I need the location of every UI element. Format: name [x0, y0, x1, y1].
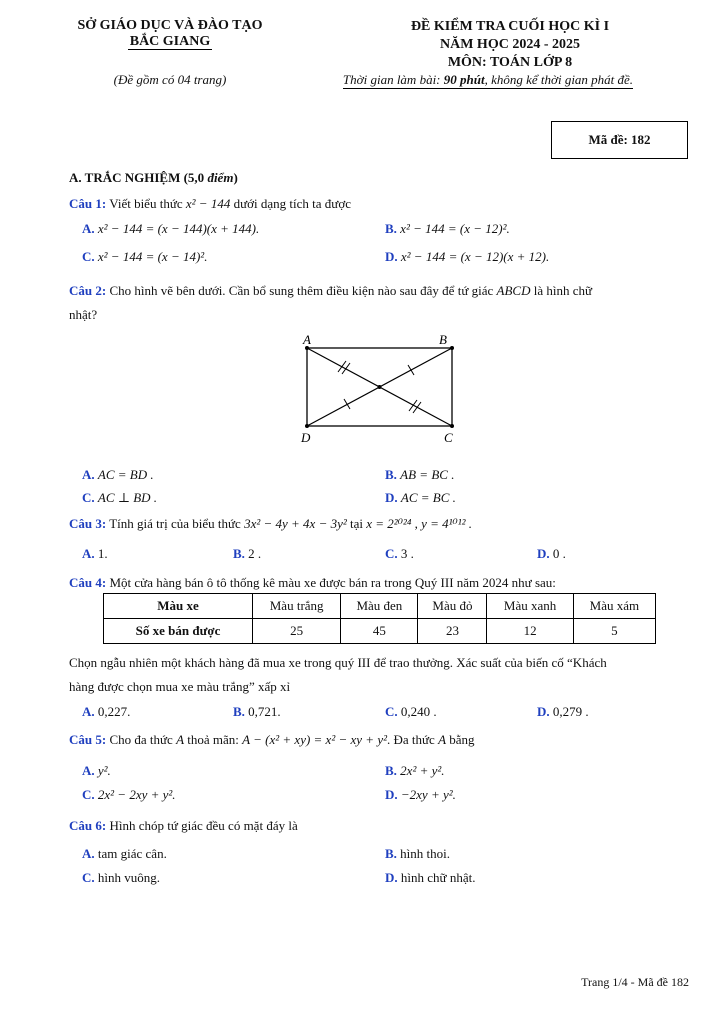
q4-option-c-key: C. [385, 704, 398, 719]
q6-option-c[interactable] [82, 870, 160, 886]
q1-option-c-text: x² − 144 = (x − 14)². [97, 249, 208, 264]
q1-option-a-text: x² − 144 = (x − 144)(x + 144). [97, 221, 260, 236]
pages-note: (Đề gồm có 04 trang) [113, 72, 227, 87]
question-2-text: Cho hình vẽ bên dưới. Cần bổ sung thêm điều kiện nào sau đây để tứ giác [106, 283, 497, 298]
table-row [104, 619, 656, 644]
q2-option-b-key: B. [385, 467, 397, 482]
table-cell: Màu đỏ [418, 594, 487, 619]
label-d: D [301, 430, 311, 445]
center-point [378, 385, 382, 389]
q5-option-a-text: y². [97, 763, 111, 778]
section-a-title-text: A. TRẮC NGHIỆM (5,0 [69, 170, 208, 185]
q5-option-b[interactable] [385, 763, 445, 779]
q1-option-a[interactable] [82, 221, 259, 237]
q5-option-b-text: 2x² + y². [400, 763, 445, 778]
q1-option-b[interactable] [385, 221, 510, 237]
q4-option-b-text: 0,721. [248, 704, 281, 719]
question-4-label: Câu 4: [69, 575, 107, 590]
table-row [104, 594, 656, 619]
table-cell: 23 [418, 619, 487, 644]
q6-option-c-key: C. [82, 870, 95, 885]
q1-option-d-text: x² − 144 = (x − 12)(x + 12). [400, 249, 550, 264]
q4-option-b[interactable] [233, 704, 281, 720]
q5-option-c[interactable] [82, 787, 176, 803]
q4-option-d-key: D. [537, 704, 550, 719]
page-footer: Trang 1/4 - Mã đề 182 [581, 975, 689, 989]
q5-option-d[interactable] [385, 787, 456, 803]
q6-option-a-key: A. [82, 846, 95, 861]
question-5-label: Câu 5: [69, 732, 107, 747]
question-4-line-2: Chọn ngẫu nhiên một khách hàng đã mua xe trong quý III để trao thưởng. Xác suất của biến cố “Khách [69, 655, 607, 670]
exam-code: Mã đề: 182 [588, 132, 651, 147]
exam-header [330, 18, 690, 72]
question-4-line-3: hàng được chọn mua xe màu trắng” xấp xỉ [69, 679, 291, 694]
q6-option-d-text: hình chữ nhật. [400, 870, 476, 885]
q6-option-b-text: hình thoi. [400, 846, 451, 861]
time-suffix: , không kể thời gian phát đề. [484, 72, 634, 87]
label-c: C [444, 430, 453, 445]
time-value: 90 phút [443, 72, 485, 87]
question-5 [69, 729, 689, 751]
q6-option-c-text: hình vuông. [97, 870, 161, 885]
q5-option-d-text: −2xy + y². [400, 787, 456, 802]
table-cell: 45 [341, 619, 418, 644]
table-cell: 12 [487, 619, 573, 644]
table-cell: Số xe bán được [104, 619, 253, 644]
q6-option-b[interactable] [385, 846, 450, 862]
q1-option-d-key: D. [385, 249, 398, 264]
school-year: NĂM HỌC 2024 - 2025 [440, 37, 580, 52]
q3-option-c-key: C. [385, 546, 398, 561]
question-1-text-post: dưới dạng tích ta được [230, 196, 351, 211]
question-1-expr: x² − 144 [185, 196, 231, 211]
q6-option-d[interactable] [385, 870, 475, 886]
section-a-title-end: ) [233, 170, 238, 185]
table-cell: Màu xám [573, 594, 655, 619]
question-1 [69, 193, 689, 215]
point-c [450, 424, 454, 428]
time-note [318, 72, 658, 88]
question-5-text-mid: thoả mãn: [184, 732, 243, 747]
question-6-text: Hình chóp tứ giác đều có mặt đáy là [106, 818, 298, 833]
q3-option-a-key: A. [82, 546, 95, 561]
q1-option-d[interactable] [385, 249, 549, 265]
q6-option-a[interactable] [82, 846, 167, 862]
section-a-points: điểm [207, 170, 234, 185]
q3-option-b-key: B. [233, 546, 245, 561]
table-cell: Màu đen [341, 594, 418, 619]
q2-option-b-text: AB = BC . [400, 467, 455, 482]
time-note-underlined [343, 72, 633, 89]
q4-option-d-text: 0,279 . [552, 704, 589, 719]
department-line-2 [60, 34, 280, 50]
question-2-line-2: nhật? [69, 307, 98, 322]
question-2 [69, 280, 689, 302]
q3-option-d-key: D. [537, 546, 550, 561]
department-line-1: SỞ GIÁO DỤC VÀ ĐÀO TẠO [77, 18, 263, 33]
question-2-label: Câu 2: [69, 283, 107, 298]
question-6-label: Câu 6: [69, 818, 107, 833]
q2-option-a[interactable] [82, 467, 154, 483]
label-b: B [439, 332, 447, 347]
q4-option-a[interactable] [82, 704, 130, 720]
q3-option-d[interactable] [537, 546, 566, 562]
question-5-text-end: bằng [446, 732, 475, 747]
q4-option-c[interactable] [385, 704, 437, 720]
q2-option-b[interactable] [385, 467, 454, 483]
question-5-text-pre: Cho đa thức [106, 732, 177, 747]
exam-title: ĐỀ KIỂM TRA CUỐI HỌC KÌ I [410, 19, 610, 34]
q5-option-a[interactable] [82, 763, 111, 779]
q3-option-a-text: 1. [97, 546, 108, 561]
question-3-label: Câu 3: [69, 516, 107, 531]
q3-option-b[interactable] [233, 546, 261, 562]
q1-option-b-text: x² − 144 = (x − 12)². [400, 221, 510, 236]
q5-option-d-key: D. [385, 787, 398, 802]
q6-option-b-key: B. [385, 846, 397, 861]
q1-option-c-key: C. [82, 249, 95, 264]
point-b [450, 346, 454, 350]
q3-option-b-text: 2 . [248, 546, 262, 561]
q3-option-a[interactable] [82, 546, 108, 562]
q3-option-d-text: 0 . [552, 546, 566, 561]
q2-option-d-text: AC = BC . [400, 490, 456, 505]
q5-option-c-key: C. [82, 787, 95, 802]
question-3 [69, 513, 689, 535]
q2-option-a-text: AC = BD . [97, 467, 154, 482]
q4-option-b-key: B. [233, 704, 245, 719]
province-name: BẮC GIANG [129, 34, 211, 49]
q5-option-a-key: A. [82, 763, 95, 778]
q3-option-c[interactable] [385, 546, 414, 562]
department-name [60, 18, 280, 50]
point-d [305, 424, 309, 428]
question-1-text-pre: Viết biểu thức [106, 196, 186, 211]
question-5-text-post: . Đa thức [386, 732, 439, 747]
q6-option-d-key: D. [385, 870, 398, 885]
table-cell: Màu xanh [487, 594, 573, 619]
q6-option-a-text: tam giác cân. [97, 846, 167, 861]
q2-option-d-key: D. [385, 490, 398, 505]
question-3-expr: 3x² − 4y + 4x − 3y² [244, 516, 347, 531]
table-cell: Màu trắng [253, 594, 341, 619]
q3-option-c-text: 3 . [400, 546, 414, 561]
q1-option-a-key: A. [82, 221, 95, 236]
table-cell: 5 [573, 619, 655, 644]
question-2-text-end: là hình chữ [530, 283, 593, 298]
q2-option-d[interactable] [385, 490, 456, 506]
q2-option-c[interactable] [82, 490, 157, 506]
time-prefix: Thời gian làm bài: [342, 72, 444, 87]
sales-table [103, 593, 656, 644]
question-4 [69, 572, 689, 594]
question-3-condition: x = 2²⁰²⁴ , y = 4¹⁰¹² . [366, 516, 473, 531]
rectangle-figure [295, 330, 465, 448]
question-3-text-mid: tại [346, 516, 367, 531]
q1-option-b-key: B. [385, 221, 397, 236]
question-3-text-pre: Tính giá trị của biểu thức [106, 516, 245, 531]
table-cell: Màu xe [104, 594, 253, 619]
question-4-text: Một cửa hàng bán ô tô thống kê màu xe được bán ra trong Quý III năm 2024 như sau: [106, 575, 556, 590]
label-a: A [303, 332, 311, 347]
tick-bo [408, 365, 414, 375]
question-1-label: Câu 1: [69, 196, 107, 211]
q2-option-c-key: C. [82, 490, 95, 505]
q2-option-c-text: AC ⊥ BD . [97, 490, 158, 505]
q5-option-b-key: B. [385, 763, 397, 778]
section-a-title [69, 170, 238, 186]
question-5-var-2: A [438, 732, 447, 747]
subject: MÔN: TOÁN LỚP 8 [447, 55, 573, 70]
table-cell: 25 [253, 619, 341, 644]
question-5-var: A [176, 732, 185, 747]
q4-option-a-key: A. [82, 704, 95, 719]
q4-option-c-text: 0,240 . [400, 704, 437, 719]
q1-option-c[interactable] [82, 249, 207, 265]
q2-option-a-key: A. [82, 467, 95, 482]
question-2-shape: ABCD [496, 283, 531, 298]
q4-option-a-text: 0,227. [97, 704, 131, 719]
exam-code-box [551, 121, 688, 159]
q4-option-d[interactable] [537, 704, 589, 720]
q5-option-c-text: 2x² − 2xy + y². [97, 787, 176, 802]
question-5-equation: A − (x² + xy) = x² − xy + y² [242, 732, 387, 747]
question-6 [69, 815, 689, 837]
